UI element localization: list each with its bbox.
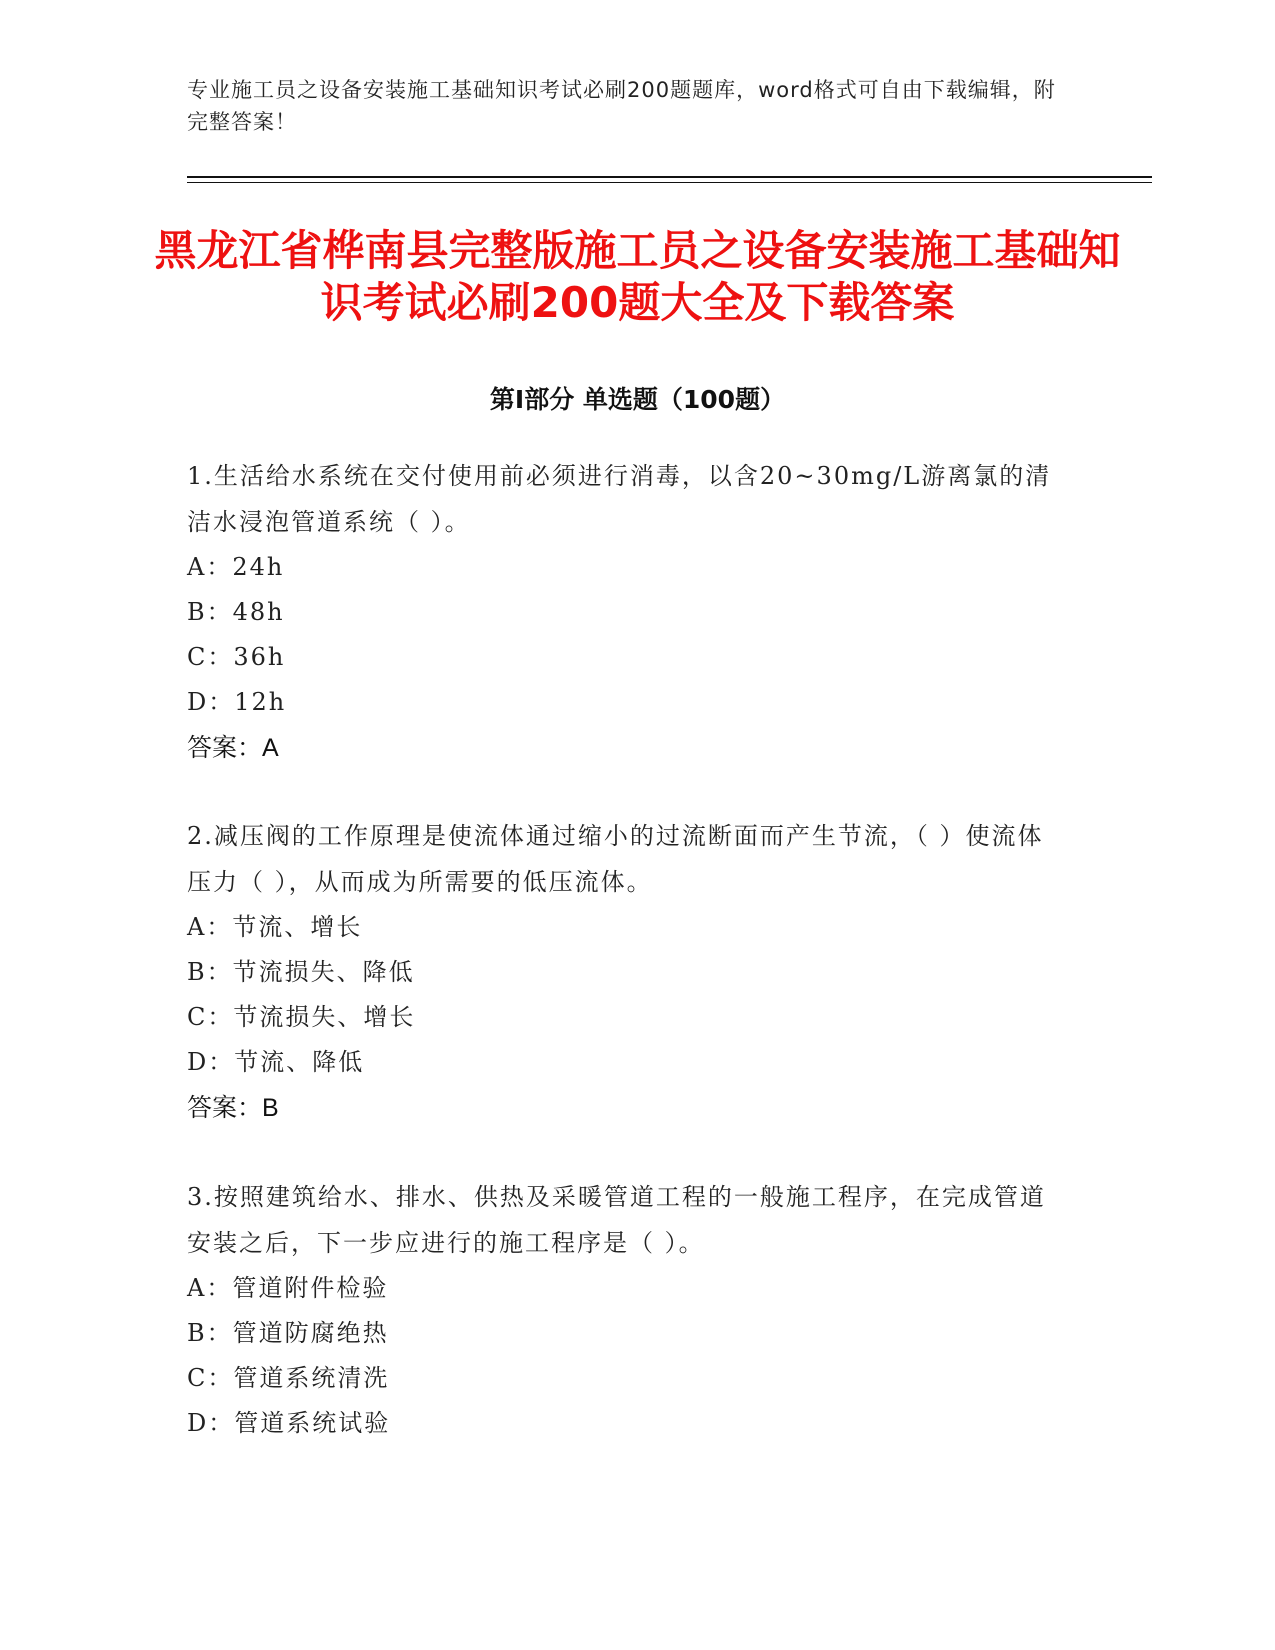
question-1-option-c: C：36h <box>187 643 286 671</box>
question-3 <box>187 1174 1067 1446</box>
question-2-answer: 答案：B <box>187 1094 279 1122</box>
question-1-option-b: B：48h <box>187 598 285 626</box>
header-rule-thin <box>187 182 1152 183</box>
document-title: 黑龙江省桦南县完整版施工员之设备安装施工基础知识考试必刷200题大全及下载答案 <box>154 226 1121 327</box>
question-2-option-b: B：节流损失、降低 <box>187 958 415 986</box>
page-header-text: 专业施工员之设备安装施工基础知识考试必刷200题题库，word格式可自由下载编辑，附完整答案！ <box>187 78 1056 134</box>
question-3-option-d: D：管道系统试验 <box>187 1409 391 1437</box>
question-1-answer: 答案：A <box>187 734 279 762</box>
question-2-text: 2.减压阀的工作原理是使流体通过缩小的过流断面而产生节流，（ ）使流体压力（ ），从而成为所需要的低压流体。 <box>187 822 1044 896</box>
question-3-text: 3.按照建筑给水、排水、供热及采暖管道工程的一般施工程序，在完成管道安装之后，下一步应进行的施工程序是（ ）。 <box>187 1183 1046 1257</box>
question-2-option-c: C：节流损失、增长 <box>187 1003 416 1031</box>
question-3-option-a: A：管道附件检验 <box>187 1274 389 1302</box>
question-1-text: 1.生活给水系统在交付使用前必须进行消毒，以含20~30mg/L游离氯的清洁水浸泡管道系统（ ）。 <box>187 462 1052 536</box>
question-1-option-a: A：24h <box>187 553 285 581</box>
header-rule-thick <box>187 176 1152 178</box>
question-3-option-b: B：管道防腐绝热 <box>187 1319 389 1347</box>
question-1 <box>187 453 1067 771</box>
question-2 <box>187 813 1067 1131</box>
question-3-option-c: C：管道系统清洗 <box>187 1364 390 1392</box>
question-2-option-d: D：节流、降低 <box>187 1048 365 1076</box>
question-1-option-d: D：12h <box>187 688 287 716</box>
section-heading: 第Ⅰ部分 单选题（100题） <box>489 385 786 414</box>
question-2-option-a: A：节流、增长 <box>187 913 363 941</box>
